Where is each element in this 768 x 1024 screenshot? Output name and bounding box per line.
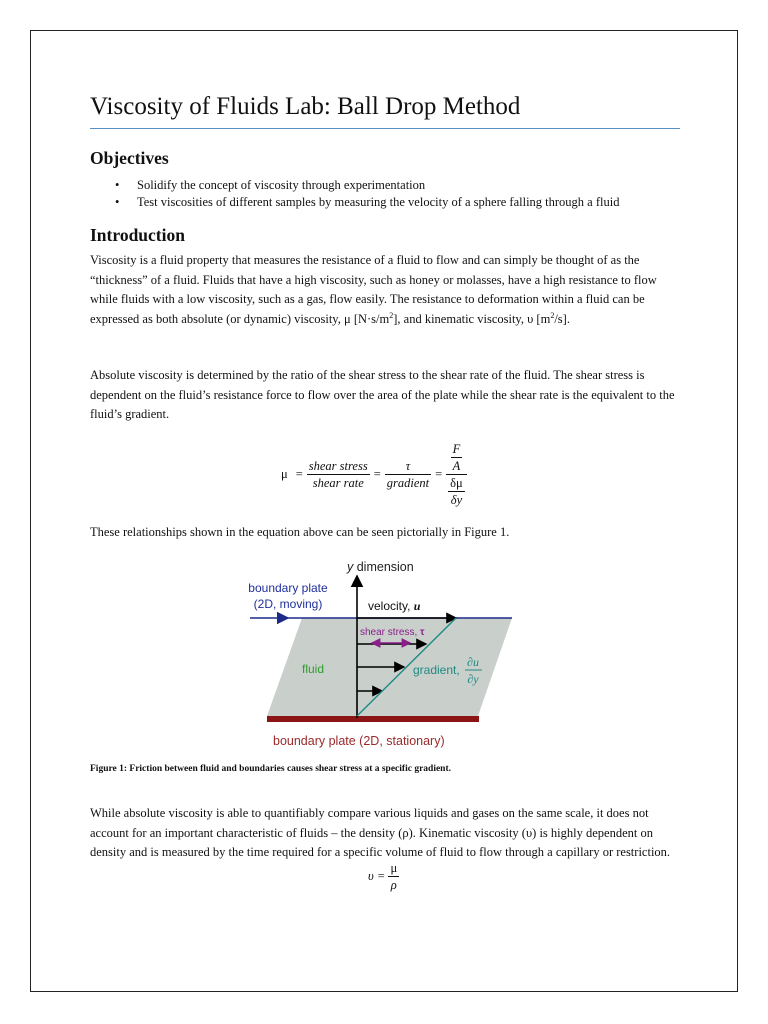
eq-kin-fraction <box>388 860 399 893</box>
eq-fraction-1 <box>307 458 370 491</box>
kinematic-viscosity-equation <box>368 860 399 893</box>
eq-kin-lhs: υ = <box>368 869 386 883</box>
eq-F: F <box>452 442 461 456</box>
eq-fraction-2 <box>385 458 431 491</box>
velocity-label: velocity, u <box>368 599 421 613</box>
top-plate-sublabel: (2D, moving) <box>253 597 323 611</box>
gradient-label: gradient, <box>413 663 460 677</box>
eq-den-2: gradient <box>386 476 430 490</box>
bottom-plate-label: boundary plate (2D, stationary) <box>273 734 445 748</box>
intro-p1-mid: ], and kinematic viscosity, υ [m <box>393 311 551 326</box>
intro-paragraph-1 <box>90 251 685 329</box>
title-underline <box>90 128 680 129</box>
intro-paragraph-2: Absolute viscosity is determined by the ratio of the shear stress to the shear rate of the fluid. The shear stress is dependent on the fluid’s resistance force to flow over the area of the plate while the shear rate is the equivalent to the fluid’s gradient. <box>90 368 675 421</box>
shear-stress-label: shear stress, τ <box>360 627 425 638</box>
eq-dy: δy <box>448 491 465 508</box>
eq-fraction-3 <box>446 441 467 508</box>
viscosity-diagram <box>240 556 520 751</box>
figure-1 <box>240 556 520 751</box>
intro-p1-end: /s]. <box>554 311 570 326</box>
unit-superscript: 2 <box>550 310 555 320</box>
eq-force-area <box>451 441 463 474</box>
intro-paragraph-3: These relationships shown in the equation above can be seen pictorially in Figure 1. <box>90 525 510 539</box>
eq-dmu: δμ <box>450 476 463 490</box>
eq-equals: = <box>373 467 381 481</box>
eq-kin-num: μ <box>390 861 398 875</box>
objectives-heading: Objectives <box>90 148 169 168</box>
fluid-label: fluid <box>302 662 325 676</box>
eq-mu: μ <box>281 467 288 481</box>
eq-num-2: τ <box>405 459 411 473</box>
page-title: Viscosity of Fluids Lab: Ball Drop Method <box>90 93 521 120</box>
eq-A: A <box>452 459 461 473</box>
objectives-list <box>90 177 619 211</box>
eq-kin-den: ρ <box>388 876 399 893</box>
unit-superscript: 2 <box>389 310 394 320</box>
viscosity-equation <box>277 441 467 508</box>
top-plate-label: boundary plate <box>248 581 328 595</box>
y-dimension-label: y dimension <box>347 560 414 574</box>
intro-paragraph-4: While absolute viscosity is able to quantifiably compare various liquids and gases on the same scale, it does not account for an important characteristic of fluids – the density (ρ). Kinematic viscosity (υ) is highly dependent on density and is measured by the time required for a specific volume of fluid to flow through a capillary or restriction. <box>90 806 671 859</box>
eq-den-1: shear rate <box>307 474 370 491</box>
figure-caption: Figure 1: Friction between fluid and boundaries causes shear stress at a specific gradient. <box>90 764 451 774</box>
introduction-heading: Introduction <box>90 225 185 245</box>
gradient-denominator: ∂y <box>467 672 479 686</box>
eq-dmu-dy <box>448 475 465 508</box>
eq-num-1: shear stress <box>308 459 368 473</box>
bottom-boundary-plate <box>267 716 479 722</box>
objective-item: • Test viscosities of different samples by measuring the velocity of a sphere falling through a fluid <box>90 194 619 211</box>
intro-p1-text: Viscosity is a fluid property that measures the resistance of a fluid to flow and can simply be thought of as the “thickness” of a fluid. Fluids that have a high viscosity, such as honey or molasses, have a high resistance to flow while fluids with a low viscosity, such as a gas, flow easily. The resistance to deformation within a fluid can be expressed as both absolute (or dynamic) viscosity, μ [N·s/m <box>90 253 657 326</box>
gradient-numerator: ∂u <box>467 655 479 669</box>
eq-equals: = <box>295 467 303 481</box>
objective-item: • Solidify the concept of viscosity through experimentation <box>90 177 619 194</box>
eq-equals: = <box>435 467 443 481</box>
